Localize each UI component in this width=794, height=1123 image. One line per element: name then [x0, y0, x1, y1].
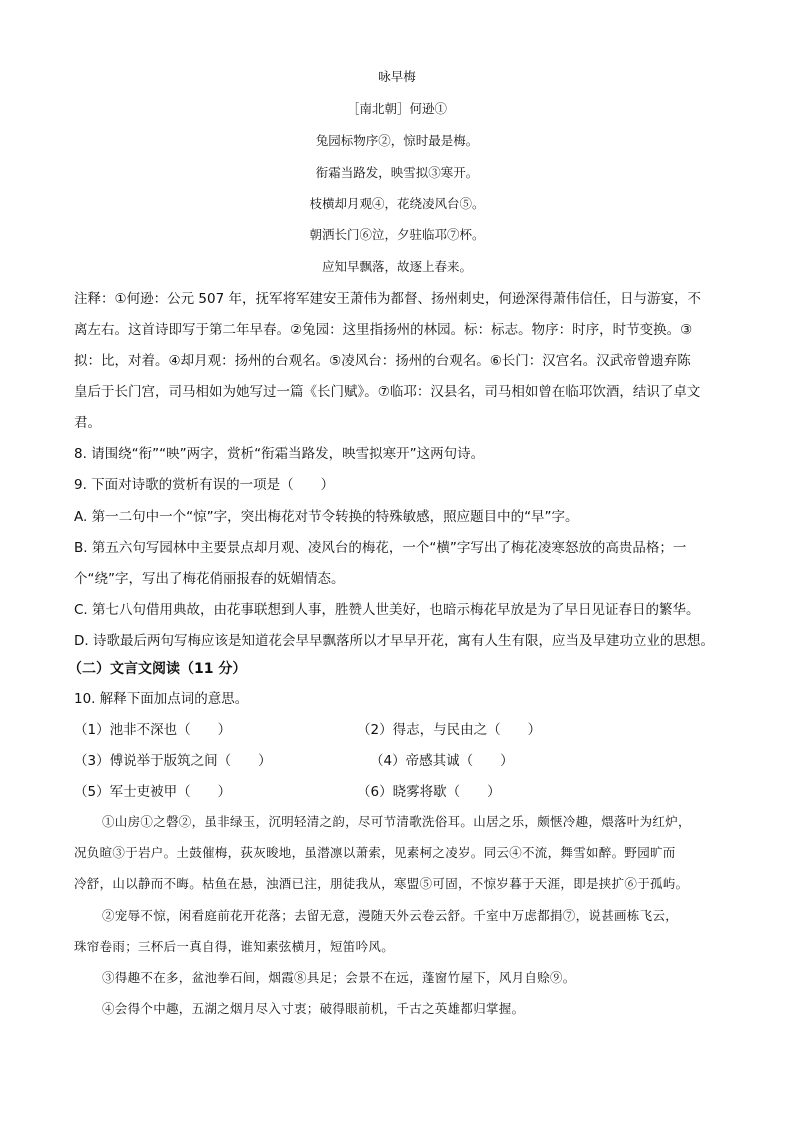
passage-line: ②宠辱不惊，闲看庭前花开花落；去留无意，漫随天外云卷云舒。千室中万虑都捐⑦，说甚画栋飞云，	[102, 908, 679, 923]
option-c: C. 第七八句借用典故，由花事联想到人事，胜赞人世美好，也暗示梅花早放是为了早日见证春日的繁华。	[74, 602, 700, 618]
option-d: D. 诗歌最后两句写梅应该是知道花会早早飘落所以才早早开花，寓有人生有限，应当及早建功立业的思想。	[74, 633, 714, 649]
passage-line: ③得趣不在多，盆池拳石间，烟霞⑧具足；会景不在远，蓬窗竹屋下，风月自赊⑨。	[102, 970, 576, 985]
q10-item-4: （4）帝感其诚（ ）	[370, 753, 514, 769]
option-b-cont: 个“绕”字，写出了梅花俏丽报春的妩媚情态。	[74, 571, 345, 587]
question-10: 10. 解释下面加点词的意思。	[74, 691, 249, 707]
q10-item-1: （1）池非不深也（ ）	[74, 722, 232, 738]
passage-line: 况负暄③于岩户。土鼓催梅，荻灰晙地，虽潜凛以萧索，见素柯之凌岁。同云④不流，舞雪如醉。野园旷而	[74, 845, 676, 860]
poem-title: 咏早梅	[378, 69, 416, 84]
q10-item-5: （5）军士吏被甲（ ）	[74, 784, 232, 800]
passage-line: ④会得个中趣，五湖之烟月尽入寸衷；破得眼前机，千古之英雄都归掌握。	[102, 1001, 525, 1016]
passage-line: 冷舒，山以静而不晦。枯鱼在悬，浊酒已注，朋徒我从，寒盟⑤可固，不惊岁暮于天涯，即是挟扩⑥于孤屿。	[74, 876, 689, 891]
passage-line: 珠帘卷雨；三杯后一真自得，谁知素弦横月，短笛吟风。	[74, 939, 395, 954]
poem-line: 枝横却月观④，花绕凌风台⑤。	[309, 196, 485, 211]
passage-line: ①山房①之磬②，虽非绿玉，沉明轻清之韵，尽可节清歌洗俗耳。山居之乐，颇惬冷趣，煨落叶为红炉，	[102, 814, 691, 829]
option-a: A. 第一二句中一个“惊”字，突出梅花对节令转换的特殊敏感，照应题目中的“早”字。	[74, 509, 579, 525]
note-line: 拟：比，对着。④却月观：扬州的台观名。⑤凌风台：扬州的台观名。⑥长门：汉宫名。汉武帝曾遗弃陈	[74, 353, 691, 369]
q10-item-6: （6）晓雾将歇（ ）	[357, 784, 501, 800]
poem-line: 朝洒长门⑥泣，夕驻临邛⑦杯。	[309, 227, 485, 242]
note-line: 皇后于长门宫，司马相如为她写过一篇《长门赋》。⑦临邛：汉县名，司马相如曾在临邛饮酒，结识了卓文	[74, 384, 701, 400]
q10-item-2: （2）得志，与民由之（ ）	[357, 722, 542, 738]
poem-author: ［南北朝］何逊①	[346, 101, 447, 116]
section-heading: （二）文言文阅读（11 分）	[68, 661, 247, 677]
poem-line: 衔霜当路发，映雪拟③寒开。	[315, 165, 479, 180]
note-line: 离左右。这首诗即写于第二年早春。②兔园：这里指扬州的林园。标：标志。物序：时序，时节变换。③	[74, 322, 693, 338]
poem-line: 兔园标物序②，惊时最是梅。	[315, 133, 479, 148]
question-9: 9. 下面对诗歌的赏析有误的一项是（ ）	[74, 477, 335, 493]
option-b: B. 第五六句写园林中主要景点却月观、凌风台的梅花，一个“横”字写出了梅花凌寒怒放的高贵品格；一	[74, 540, 687, 556]
note-line: 注释：①何逊：公元 507 年，抚军将军建安王萧伟为都督、扬州刺史，何逊深得萧伟信任，日与游宴，不	[74, 291, 701, 307]
question-8: 8. 请围绕“衔”“映”两字，赏析“衔霜当路发，映雪拟寒开”这两句诗。	[74, 446, 485, 462]
q10-item-3: （3）傅说举于版筑之间（ ）	[74, 753, 272, 769]
poem-line: 应知早飘落，故逐上春来。	[321, 259, 472, 274]
note-line: 君。	[74, 415, 101, 431]
